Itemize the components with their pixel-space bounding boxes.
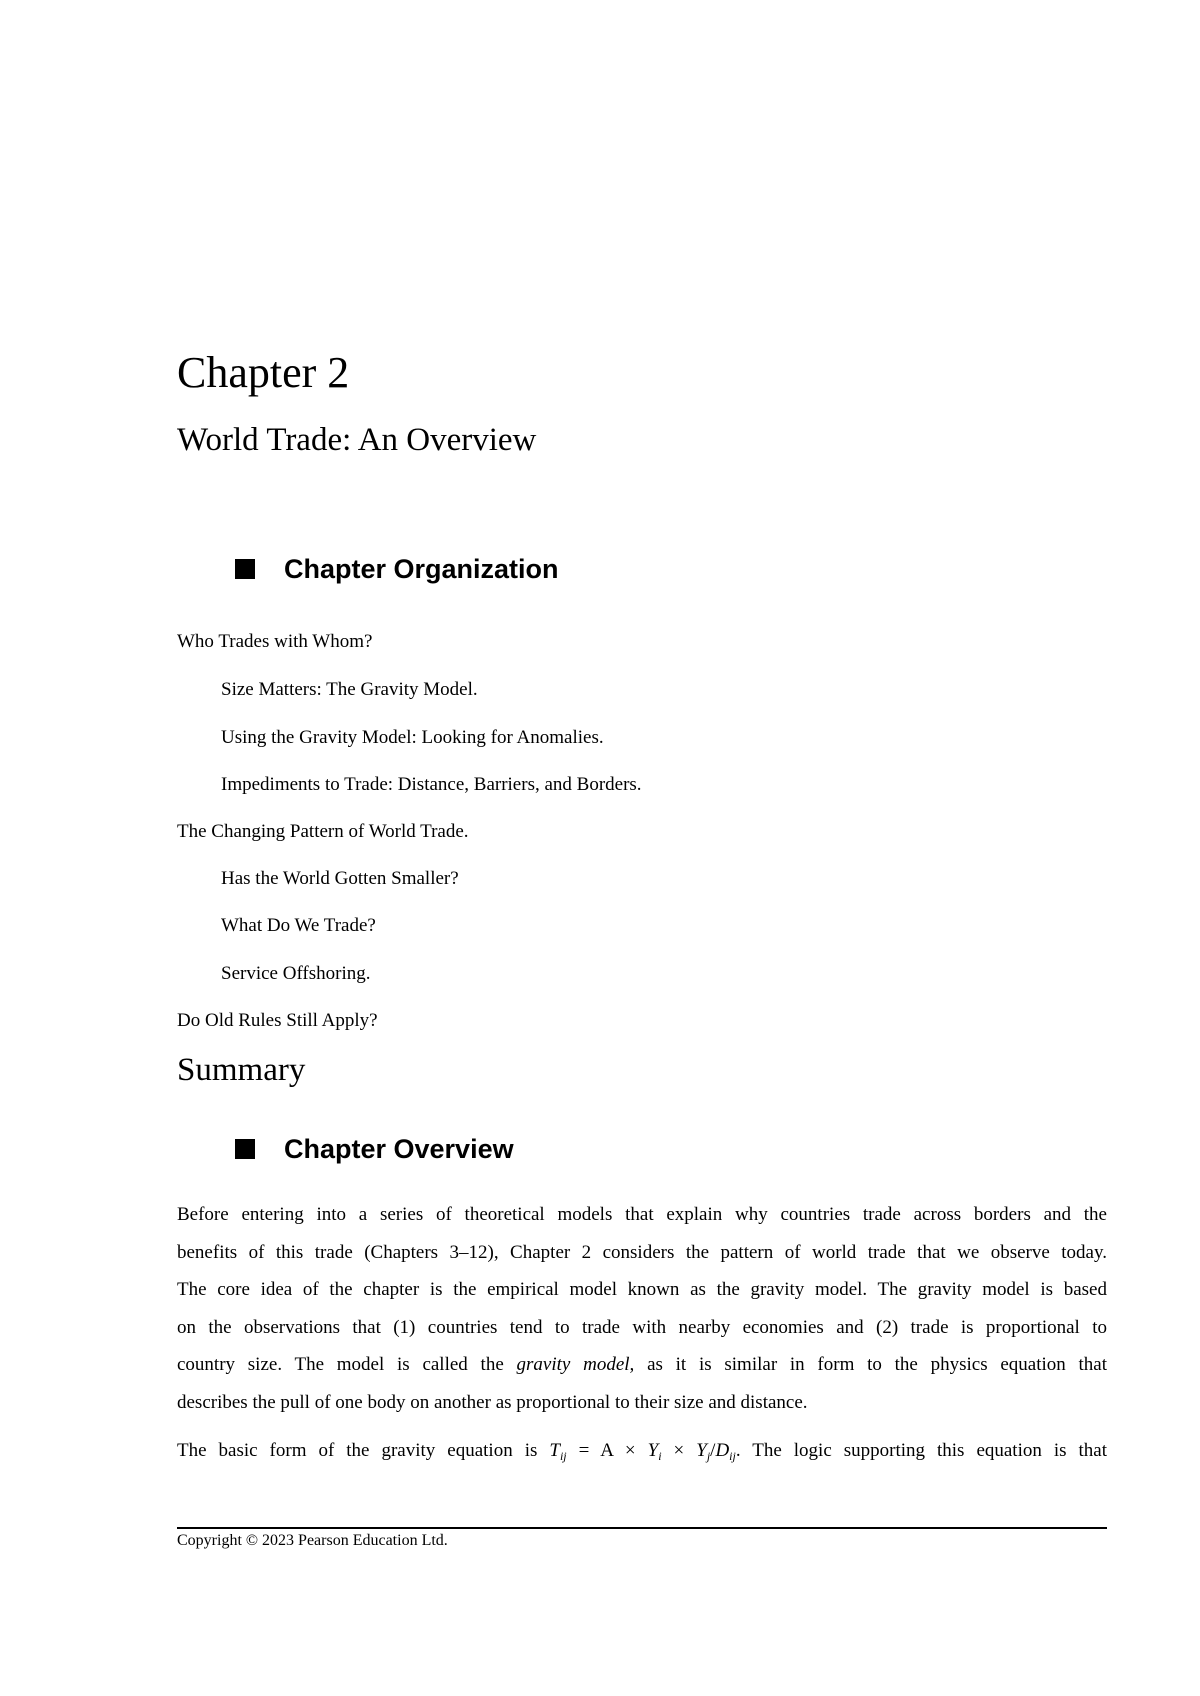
eq-var: Y (696, 1440, 707, 1461)
toc-item: Size Matters: The Gravity Model. (221, 679, 478, 700)
paragraph-line: on the observations that (1) countries tend to trade with nearby economies and (2) trade is proportional to (177, 1316, 1107, 1338)
paragraph-line (177, 1346, 1107, 1384)
chapter-organization-heading (235, 552, 559, 586)
paragraph-text: country size. The model is called the (177, 1354, 504, 1376)
eq-var: Y (647, 1440, 659, 1461)
eq-sub: ij (729, 1449, 736, 1463)
chapter-number: Chapter 2 (177, 348, 350, 397)
paragraph-line: benefits of this trade (Chapters 3–12), Chapter 2 considers the pattern of world trade that we observe today. (177, 1241, 1107, 1263)
eq-sub: j (706, 1449, 711, 1463)
eq-sub: ij (559, 1449, 567, 1463)
paragraph-line: Before entering into a series of theoretical models that explain why countries trade across borders and the (177, 1204, 1107, 1225)
chapter-overview-heading (235, 1132, 514, 1166)
overview-paragraph (177, 1196, 1107, 1422)
chapter-organization-heading-text: Chapter Organization (284, 554, 559, 584)
copyright-notice: Copyright © 2023 Pearson Education Ltd. (177, 1532, 448, 1549)
emphasis-term: gravity model, (516, 1354, 635, 1376)
eq-var: T (549, 1440, 560, 1461)
toc-item: What Do We Trade? (221, 915, 376, 936)
gravity-equation-paragraph (177, 1432, 1107, 1470)
toc-item: Using the Gravity Model: Looking for Anomalies. (221, 727, 604, 748)
chapter-title: World Trade: An Overview (177, 422, 537, 458)
footer-rule (177, 1527, 1107, 1529)
toc-item: Who Trades with Whom? (177, 631, 373, 652)
paragraph-text: . The logic supporting this equation is that (735, 1440, 1107, 1461)
toc-item: Impediments to Trade: Distance, Barriers, and Borders. (221, 774, 642, 795)
paragraph-text: as it is similar in form to the physics equation that (647, 1354, 1108, 1376)
paragraph-line: The core idea of the chapter is the empirical model known as the gravity model. The gravity model is based (177, 1279, 1107, 1301)
toc-item: The Changing Pattern of World Trade. (177, 821, 469, 842)
toc-item: Service Offshoring. (221, 963, 371, 984)
paragraph-line (177, 1432, 1107, 1470)
summary-heading: Summary (177, 1052, 306, 1088)
square-bullet-icon (235, 1139, 255, 1159)
eq-op: / (710, 1440, 716, 1461)
toc-item: Has the World Gotten Smaller? (221, 868, 459, 889)
paragraph-text: The basic form of the gravity equation is (177, 1440, 538, 1461)
gravity-equation (549, 1440, 735, 1461)
chapter-overview-heading-text: Chapter Overview (284, 1134, 514, 1164)
eq-var: D (715, 1440, 730, 1461)
toc-item: Do Old Rules Still Apply? (177, 1010, 378, 1031)
eq-sub: i (658, 1449, 662, 1463)
eq-op: × (661, 1440, 697, 1461)
eq-op: = A × (566, 1440, 648, 1461)
paragraph-line: describes the pull of one body on another as proportional to their size and distance. (177, 1391, 808, 1413)
square-bullet-icon (235, 559, 255, 579)
